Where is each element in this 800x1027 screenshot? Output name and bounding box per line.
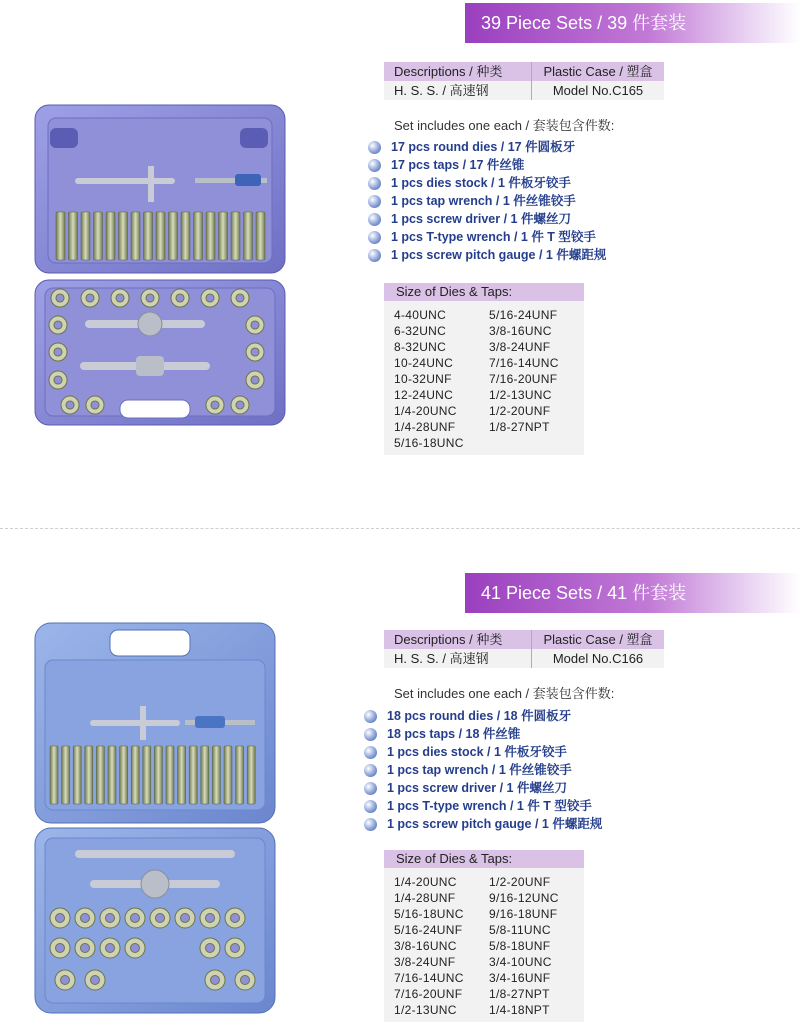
tap-icon: [106, 212, 115, 260]
tap-icon: [194, 212, 203, 260]
item-label: 1 pcs dies stock / 1 件板牙铰手: [391, 176, 571, 190]
size-cell: 1/8-27NPT: [489, 987, 550, 1001]
die-icon: [125, 938, 145, 958]
bullet-icon: [368, 231, 381, 244]
item-label: 1 pcs screw driver / 1 件螺丝刀: [387, 781, 567, 795]
sizes-table: [384, 850, 584, 1022]
tap-icon: [143, 746, 151, 804]
list-item: [368, 138, 606, 156]
size-cell: 4-40UNC: [394, 308, 447, 322]
bullet-icon: [368, 213, 381, 226]
die-icon: [100, 908, 120, 928]
die-icon: [205, 970, 225, 990]
die-icon: [225, 938, 245, 958]
tap-icon: [231, 212, 240, 260]
includes-label: Set includes one each / 套装包含件数:: [394, 686, 615, 701]
size-cell: 1/4-18NPT: [489, 1003, 550, 1017]
size-cell: 1/4-20UNC: [394, 404, 457, 418]
item-label: 18 pcs taps / 18 件丝锥: [387, 727, 521, 741]
die-icon: [49, 371, 67, 389]
size-cell: 7/16-14UNC: [394, 971, 464, 985]
item-label: 18 pcs round dies / 18 件圆板牙: [387, 709, 572, 723]
size-cell: 9/16-12UNC: [489, 891, 559, 905]
die-icon: [49, 316, 67, 334]
die-icon: [81, 289, 99, 307]
size-cell: 5/16-18UNC: [394, 436, 464, 450]
list-item: [364, 779, 602, 797]
spec-material: H. S. S. / 高速钢: [384, 649, 532, 668]
item-label: 17 pcs round dies / 17 件圆板牙: [391, 140, 576, 154]
die-icon: [231, 396, 249, 414]
list-item: [368, 192, 606, 210]
sizes-column-1: [394, 307, 489, 451]
tap-icon: [219, 212, 228, 260]
die-icon: [49, 343, 67, 361]
tap-icon: [119, 212, 128, 260]
bullet-icon: [368, 141, 381, 154]
bullet-icon: [364, 746, 377, 759]
size-cell: 1/2-20UNF: [489, 404, 551, 418]
size-cell: 1/2-20UNF: [489, 875, 551, 889]
size-cell: 7/16-20UNF: [489, 372, 558, 386]
tap-icon: [73, 746, 81, 804]
die-icon: [206, 396, 224, 414]
section-divider: [0, 528, 800, 529]
die-icon: [50, 908, 70, 928]
size-cell: 3/8-16UNC: [489, 324, 552, 338]
tap-icon: [169, 212, 178, 260]
list-item: [368, 246, 606, 264]
spec-header-case: Plastic Case / 塑盒: [543, 64, 653, 79]
tap-icon: [206, 212, 215, 260]
item-label: 17 pcs taps / 17 件丝锥: [391, 158, 525, 172]
list-item: [368, 174, 606, 192]
tap-icon: [108, 746, 116, 804]
tap-icon: [50, 746, 58, 804]
sizes-header: Size of Dies & Taps:: [384, 850, 584, 868]
sizes-header: Size of Dies & Taps:: [384, 283, 584, 301]
spec-value-row: [384, 649, 664, 668]
bullet-icon: [368, 249, 381, 262]
tap-icon: [154, 746, 162, 804]
tap-icon: [181, 212, 190, 260]
tap-icon: [224, 746, 232, 804]
list-item: [364, 707, 602, 725]
tap-icon: [81, 212, 90, 260]
size-cell: 6-32UNC: [394, 324, 447, 338]
die-icon: [225, 908, 245, 928]
item-label: 1 pcs T-type wrench / 1 件 T 型铰手: [391, 230, 596, 244]
item-label: 1 pcs screw driver / 1 件螺丝刀: [391, 212, 571, 226]
size-cell: 5/8-18UNF: [489, 939, 551, 953]
size-cell: 12-24UNC: [394, 388, 454, 402]
sizes-column-2: [489, 874, 584, 1018]
sizes-column-1: [394, 874, 489, 1018]
tap-icon: [244, 212, 253, 260]
tap-icon: [156, 212, 165, 260]
size-cell: 7/16-14UNC: [489, 356, 559, 370]
bullet-icon: [364, 818, 377, 831]
size-cell: 1/4-20UNC: [394, 875, 457, 889]
product-section-41-piece: [0, 560, 800, 1027]
size-cell: 3/4-16UNF: [489, 971, 551, 985]
tap-icon: [189, 746, 197, 804]
list-item: [364, 761, 602, 779]
tap-icon: [144, 212, 153, 260]
die-icon: [86, 396, 104, 414]
bullet-icon: [368, 159, 381, 172]
list-item: [364, 725, 602, 743]
item-label: 1 pcs dies stock / 1 件板牙铰手: [387, 745, 567, 759]
die-icon: [61, 396, 79, 414]
section-title: 41 Piece Sets / 41 件套装: [465, 573, 800, 613]
bullet-icon: [364, 710, 377, 723]
die-icon: [141, 289, 159, 307]
list-item: [364, 815, 602, 833]
die-icon: [231, 289, 249, 307]
die-icon: [246, 371, 264, 389]
list-item: [368, 156, 606, 174]
die-icon: [175, 908, 195, 928]
included-items-list: [364, 707, 602, 833]
product-section-39-piece: [0, 0, 800, 510]
bullet-icon: [364, 728, 377, 741]
tap-icon: [96, 746, 104, 804]
size-cell: 10-32UNF: [394, 372, 452, 386]
tap-icon: [131, 212, 140, 260]
size-cell: 10-24UNC: [394, 356, 454, 370]
spec-model-number: Model No.C165: [552, 83, 644, 98]
spec-header-row: [384, 630, 664, 649]
size-cell: 1/2-13UNC: [394, 1003, 457, 1017]
size-cell: 1/8-27NPT: [489, 420, 550, 434]
item-label: 1 pcs screw pitch gauge / 1 件螺距规: [387, 817, 603, 831]
die-icon: [200, 938, 220, 958]
includes-label: Set includes one each / 套装包含件数:: [394, 118, 615, 133]
tap-icon: [120, 746, 128, 804]
included-items-list: [368, 138, 606, 264]
size-cell: 8-32UNC: [394, 340, 447, 354]
die-icon: [55, 970, 75, 990]
spec-model-number: Model No.C166: [552, 651, 644, 666]
size-cell: 5/16-18UNC: [394, 907, 464, 921]
list-item: [368, 210, 606, 228]
item-label: 1 pcs T-type wrench / 1 件 T 型铰手: [387, 799, 592, 813]
tap-icon: [56, 212, 65, 260]
bullet-icon: [364, 782, 377, 795]
tap-icon: [212, 746, 220, 804]
size-cell: 1/2-13UNC: [489, 388, 552, 402]
spec-table: [384, 630, 664, 668]
bullet-icon: [364, 764, 377, 777]
spec-header-descriptions: Descriptions / 种类: [384, 62, 532, 81]
tap-icon: [69, 212, 78, 260]
tap-icon: [178, 746, 186, 804]
size-cell: 3/8-16UNC: [394, 939, 457, 953]
die-icon: [75, 938, 95, 958]
list-item: [364, 743, 602, 761]
die-icon: [200, 908, 220, 928]
section-title: 39 Piece Sets / 39 件套装: [465, 3, 800, 43]
tap-icon: [131, 746, 139, 804]
size-cell: 9/16-18UNF: [489, 907, 558, 921]
die-icon: [111, 289, 129, 307]
sizes-grid: [384, 301, 584, 455]
list-item: [368, 228, 606, 246]
die-icon: [125, 908, 145, 928]
spec-table: [384, 62, 664, 100]
die-icon: [85, 970, 105, 990]
sizes-grid: [384, 868, 584, 1022]
spec-value-row: [384, 81, 664, 100]
spec-material: H. S. S. / 高速钢: [384, 81, 532, 100]
item-label: 1 pcs tap wrench / 1 件丝锥铰手: [391, 194, 576, 208]
tool-case-photo: [30, 100, 292, 430]
die-icon: [235, 970, 255, 990]
tap-icon: [236, 746, 244, 804]
item-label: 1 pcs screw pitch gauge / 1 件螺距规: [391, 248, 607, 262]
die-icon: [246, 343, 264, 361]
tap-icon: [201, 746, 209, 804]
spec-header-descriptions: Descriptions / 种类: [384, 630, 532, 649]
spec-header-row: [384, 62, 664, 81]
size-cell: 5/16-24UNF: [394, 923, 463, 937]
size-cell: 1/4-28UNF: [394, 420, 456, 434]
tap-icon: [94, 212, 103, 260]
size-cell: 3/8-24UNF: [489, 340, 551, 354]
size-cell: 5/8-11UNC: [489, 923, 551, 937]
list-item: [364, 797, 602, 815]
die-icon: [150, 908, 170, 928]
bullet-icon: [368, 195, 381, 208]
die-icon: [51, 289, 69, 307]
size-cell: 1/4-28UNF: [394, 891, 456, 905]
size-cell: 3/8-24UNF: [394, 955, 456, 969]
die-icon: [246, 316, 264, 334]
bullet-icon: [368, 177, 381, 190]
tap-icon: [247, 746, 255, 804]
tap-icon: [256, 212, 265, 260]
tap-icon: [85, 746, 93, 804]
die-icon: [201, 289, 219, 307]
die-icon: [50, 938, 70, 958]
die-icon: [75, 908, 95, 928]
sizes-table: [384, 283, 584, 455]
tool-case-photo: [30, 618, 280, 1018]
spec-header-case: Plastic Case / 塑盒: [543, 632, 653, 647]
item-label: 1 pcs tap wrench / 1 件丝锥铰手: [387, 763, 572, 777]
tap-icon: [166, 746, 174, 804]
tap-icon: [62, 746, 70, 804]
die-icon: [171, 289, 189, 307]
sizes-column-2: [489, 307, 584, 451]
bullet-icon: [364, 800, 377, 813]
size-cell: 5/16-24UNF: [489, 308, 558, 322]
size-cell: 7/16-20UNF: [394, 987, 463, 1001]
size-cell: 3/4-10UNC: [489, 955, 552, 969]
die-icon: [100, 938, 120, 958]
